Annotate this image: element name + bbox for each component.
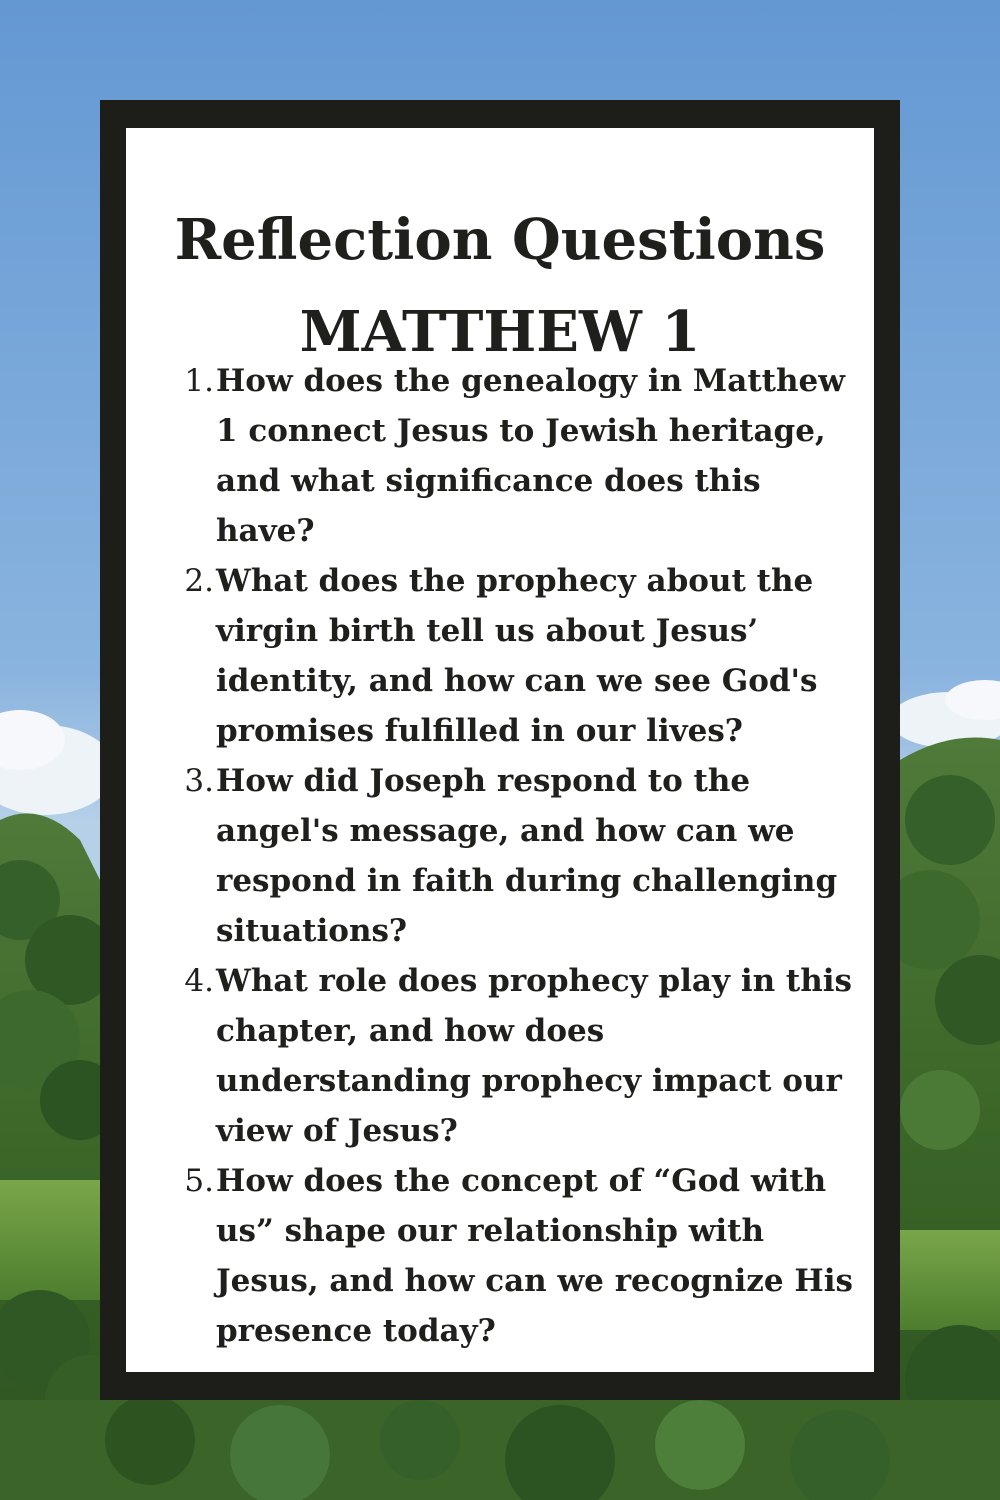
list-item: [184, 556, 856, 756]
question-text: How does the concept of “God with us” shape our relationship with Jesus, and how can we recognize His presence today?: [216, 1163, 853, 1349]
title-line-2: MATTHEW 1: [299, 299, 701, 365]
card-frame: [100, 100, 900, 1400]
question-number: 1.: [184, 363, 214, 399]
question-number: 3.: [184, 763, 214, 799]
question-text: How does the genealogy in Matthew 1 connect Jesus to Jewish heritage, and what significance does this have?: [216, 363, 845, 549]
title-line-1: Reflection Questions: [174, 207, 826, 273]
question-text: How did Joseph respond to the angel's message, and how can we respond in faith during challenging situations?: [216, 763, 838, 949]
list-item: [184, 756, 856, 956]
list-item: [184, 956, 856, 1156]
questions-list: [184, 356, 856, 1356]
question-number: 4.: [184, 963, 214, 999]
list-item: [184, 1156, 856, 1356]
reflection-card: [126, 128, 874, 1372]
question-text: What does the prophecy about the virgin birth tell us about Jesus’ identity, and how can we see God's promises fulfilled in our lives?: [216, 563, 818, 749]
list-item: [184, 356, 856, 556]
question-number: 5.: [184, 1163, 214, 1199]
card-title: [126, 194, 874, 378]
question-number: 2.: [184, 563, 214, 599]
question-text: What role does prophecy play in this chapter, and how does understanding prophecy impact our view of Jesus?: [216, 963, 853, 1149]
